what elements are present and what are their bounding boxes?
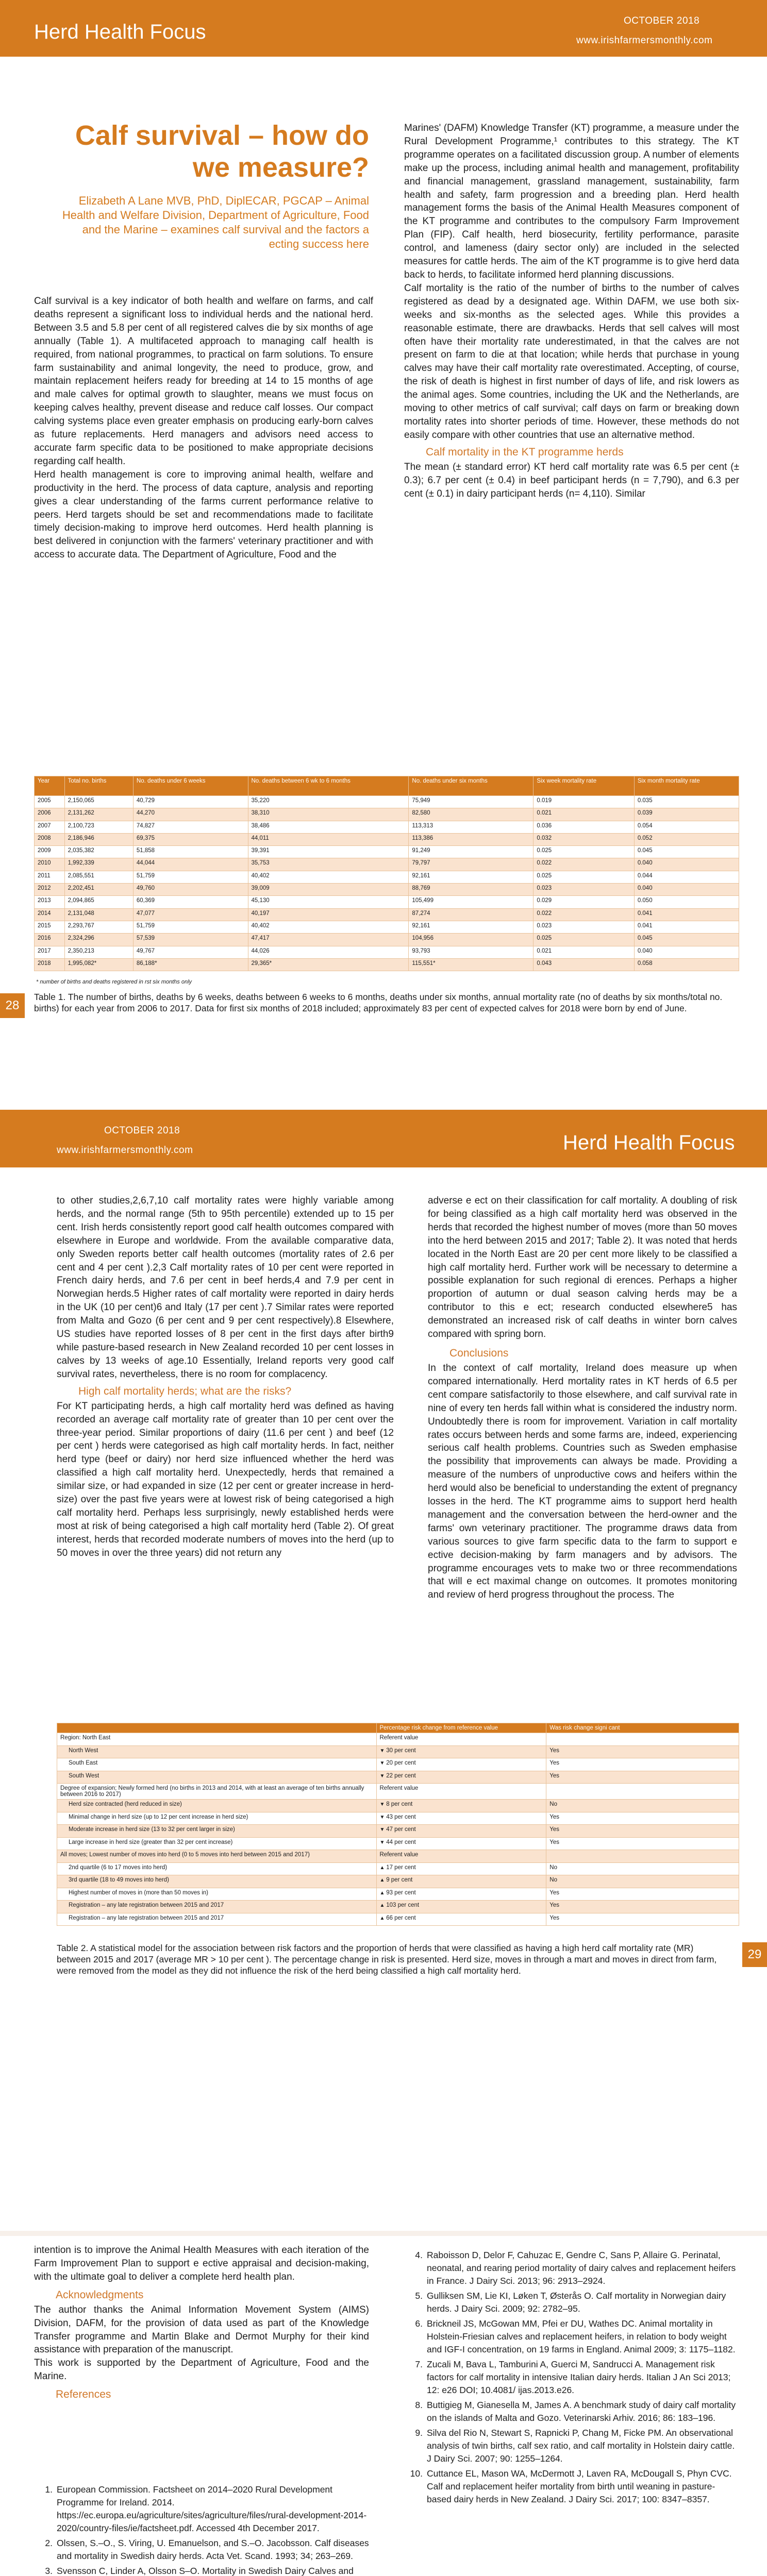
table-cell: 0.021 (533, 946, 634, 958)
table-cell: 69,375 (133, 833, 248, 845)
table-cell: 0.025 (533, 871, 634, 883)
table1 (34, 776, 739, 971)
table-cell: 0.036 (533, 821, 634, 833)
references-left (34, 2483, 369, 2576)
paragraph: This work is supported by the Department of Agriculture, Food and the Marine. (34, 2358, 369, 2382)
table-row (35, 946, 739, 958)
table-cell: 0.040 (634, 884, 739, 896)
table-row (35, 896, 739, 908)
page2-right-column (428, 1194, 737, 1602)
table-cell: 0.025 (533, 934, 634, 946)
table-row (57, 1758, 739, 1771)
table-cell: 88,769 (409, 884, 533, 896)
table-row (35, 958, 739, 971)
risk-change-value: 30 per cent (386, 1747, 416, 1754)
table-cell: 0.022 (533, 908, 634, 921)
risk-change-value: 47 per cent (386, 1826, 416, 1833)
table-cell: 49,760 (133, 884, 248, 896)
page1-date: OCTOBER 2018 (624, 15, 700, 26)
table-cell: 2017 (35, 946, 65, 958)
significance-cell (546, 1733, 739, 1746)
table-cell: 0.039 (634, 808, 739, 821)
table-row (57, 1812, 739, 1825)
table-row (57, 1913, 739, 1926)
risk-change-value: 44 per cent (386, 1839, 416, 1845)
table-cell: 0.045 (634, 934, 739, 946)
reference-text: European Commission. Factsheet on 2014–2020 Rural Development Programme for Ireland. 2014. https://ec.europa.eu/agriculture/sites/agriculture/files/rural-development-2014-2020/country-files/ie/factsheet.pdf. Accessed 4th December 2017. (57, 2484, 367, 2533)
risk-change-cell (376, 1862, 546, 1875)
table-cell: 113,386 (409, 833, 533, 845)
reference-item (404, 2249, 739, 2287)
page2-left-column (57, 1194, 394, 1560)
reference-item (404, 2317, 739, 2356)
risk-change-cell (376, 1913, 546, 1926)
significance-cell: Yes (546, 1745, 739, 1758)
table-cell: 2007 (35, 821, 65, 833)
table-cell: 2010 (35, 858, 65, 871)
table-cell: 0.043 (533, 958, 634, 971)
risk-factor-label: All moves; Lowest number of moves into herd (0 to 5 moves into herd between 2015 and 2017) (57, 1850, 377, 1863)
reference-item (34, 2537, 369, 2563)
table-cell: 0.045 (634, 846, 739, 858)
risk-factor-label: Region: North East (57, 1733, 377, 1746)
table-cell: 93,793 (409, 946, 533, 958)
page2-date: OCTOBER 2018 (104, 1125, 180, 1136)
table-cell: 2008 (35, 833, 65, 845)
page1-left-column (34, 295, 373, 562)
significance-cell: Yes (546, 1888, 739, 1901)
table-cell: 47,417 (248, 934, 409, 946)
table-cell: 38,310 (248, 808, 409, 821)
table-cell: 2,293,767 (64, 921, 133, 933)
paragraph: adverse e ect on their classification for calf mortality. A doubling of risk for being classified as a high calf mortality herd was observed in the herds that recorded the highest number of moves (more than 50 moves into the herd between 2015 and 2017; Table 2). It was noted that herds located in the North East are 20 per cent more likely to be classified a high calf mortality herd. Further work will be necessary to determine a possible explanation for such regional di erences. Perhaps a higher proportion of autumn or dual season calving herds may be a contributor to this e ect; research conducted elsewhere5 has demonstrated an increased risk of calf deaths in winter born calves compared with spring born. (428, 1195, 737, 1340)
table-cell: 2011 (35, 871, 65, 883)
paragraph: Calf survival is a key indicator of both health and welfare on farms, and calf deaths represent a significant loss to individual herds and the national herd. Between 3.5 and 5.8 per cent of all registered calves die by six months of age annually (Table 1). A multifaceted approach to managing calf health is required, from national programmes, to practical on farm solutions. To ensure farm sustainability and animal longevity, the need to produce, grow, and maintain replacement heifers ready for breeding at 14 to 15 months of age and male calves for optimal growth to slaughter, means we must focus on keeping calves healthy, prevent disease and reduce calf losses. Our compact calving systems place even greater emphasis on producing early-born calves as future replacements. Herd managers and advisors need access to accurate farm specific data to be positioned to make appropriate decisions regarding calf health. (34, 296, 373, 467)
table-cell: 60,369 (133, 896, 248, 908)
significance-cell: Yes (546, 1913, 739, 1926)
page1-url[interactable]: www.irishfarmersmonthly.com (576, 35, 713, 46)
table2-caption: Table 2. A statistical model for the association between risk factors and the proportion of herds that were classified as having a high herd calf mortality rate (MR) between 2015 and 2017 (average MR > 10 per cent ). The percentage change in risk is presented. Herd size, moves in through a mart and moves in direct from farm, were removed from the model as they did not influence the risk of the herd being classified a high calf mortality herd. (57, 1943, 717, 1976)
table2-column-header (57, 1723, 377, 1733)
table-cell: 2009 (35, 846, 65, 858)
risk-change-cell (376, 1800, 546, 1812)
table-row (35, 871, 739, 883)
risk-change-value: Referent value (379, 1785, 419, 1791)
page2-url[interactable]: www.irishfarmersmonthly.com (57, 1145, 193, 1156)
table-row (57, 1901, 739, 1913)
table-cell: 40,402 (248, 871, 409, 883)
table1-column-header: Six week mortality rate (533, 776, 634, 796)
risk-change-value: 9 per cent (386, 1877, 413, 1883)
triangle-up-icon: ▲ (379, 1877, 387, 1883)
table-cell: 0.052 (634, 833, 739, 845)
reference-item (404, 2399, 739, 2425)
table-cell: 0.021 (533, 808, 634, 821)
risk-change-value: 22 per cent (386, 1772, 416, 1779)
risk-change-cell (376, 1837, 546, 1850)
table-cell: 0.032 (533, 833, 634, 845)
risk-factor-label: Degree of expansion; Newly formed herd (no births in 2013 and 2014, with at least an average of ten births annually between 2016 to 2017) (57, 1784, 377, 1800)
risk-change-value: 103 per cent (386, 1902, 420, 1908)
table-row (57, 1862, 739, 1875)
table-cell: 79,797 (409, 858, 533, 871)
table-row (35, 796, 739, 808)
reference-item (34, 2565, 369, 2576)
table-cell: 0.019 (533, 796, 634, 808)
table-cell: 40,729 (133, 796, 248, 808)
significance-cell: Yes (546, 1837, 739, 1850)
table-row (57, 1733, 739, 1746)
table-cell: 75,949 (409, 796, 533, 808)
risk-change-value: 66 per cent (386, 1914, 416, 1921)
reference-number: 6. (415, 2318, 423, 2329)
page1-right-column (404, 122, 739, 500)
section-heading: Acknowledgments (56, 2289, 144, 2301)
table-cell: 0.023 (533, 921, 634, 933)
table-cell: 51,759 (133, 921, 248, 933)
table-cell: 115,551* (409, 958, 533, 971)
risk-factor-label: Registration – any late registration between 2015 and 2017 (57, 1913, 377, 1926)
table-cell: 0.054 (634, 821, 739, 833)
reference-text: Zucali M, Bava L, Tamburini A, Guerci M, Sandrucci A. Management risk factors for calf mortality in intensive Italian dairy herds. Italian J An Sci 2013; 12: e26 DOI; 10.4081/ ijas.2013.e26. (427, 2359, 731, 2395)
table-cell: 45,130 (248, 896, 409, 908)
table-cell: 2,150,065 (64, 796, 133, 808)
table-cell: 0.029 (533, 896, 634, 908)
table-cell: 2,094,865 (64, 896, 133, 908)
risk-change-value: Referent value (379, 1735, 419, 1741)
table-cell: 0.023 (533, 884, 634, 896)
table-row (57, 1850, 739, 1863)
reference-number: 8. (415, 2400, 423, 2410)
table-cell: 49,767 (133, 946, 248, 958)
table-row (35, 934, 739, 946)
reference-number: 10. (410, 2468, 423, 2479)
table-row (35, 858, 739, 871)
table1-column-header: No. deaths between 6 wk to 6 months (248, 776, 409, 796)
reference-item (34, 2483, 369, 2535)
table-cell: 0.040 (634, 858, 739, 871)
paragraph: intention is to improve the Animal Health Measures with each iteration of the Farm Improvement Plan to support e ective appraisal and decision-making, with the ultimate goal to deliver a complete herd health plan. (34, 2245, 369, 2282)
section-heading: Calf mortality in the KT programme herds (426, 446, 624, 458)
reference-text: Gulliksen SM, Lie KI, Løken T, Østerås O. Calf mortality in Norwegian dairy herds. J Dairy Sci. 2009; 92: 2782–95. (427, 2291, 726, 2314)
page1-header-title: Herd Health Focus (34, 21, 206, 43)
paragraph: The author thanks the Animal Information Movement System (AIMS) Division, DAFM, for the provision of data used as part of the Knowledge Transfer programme and Martin Blake and Dermot Murphy for their kind assistance with preparation of the manuscript. (34, 2304, 369, 2355)
significance-cell: Yes (546, 1825, 739, 1838)
table-cell: 0.041 (634, 921, 739, 933)
risk-change-cell (376, 1850, 546, 1863)
table-header-row (57, 1723, 739, 1733)
table-cell: 35,220 (248, 796, 409, 808)
table-cell: 2012 (35, 884, 65, 896)
risk-change-cell (376, 1771, 546, 1784)
table-cell: 0.040 (634, 946, 739, 958)
risk-change-value: 17 per cent (386, 1864, 416, 1871)
table-cell: 0.022 (533, 858, 634, 871)
paragraph: Calf mortality is the ratio of the number of births to the number of calves registered as dead by a designated age. Within DAFM, we use both six-weeks and six-months as the selected ages. While this provides a reasonable estimate, there are drawbacks. Herds that sell calves will most often have their mortality rate underestimated, in that the calves are not present on farm to die at that location; while herds that purchase in young calves may have their calf mortality rate overestimated. Accepting, of course, the risk of death is highest in first number of days of life, and risk lowers as the animal ages. Some countries, including the UK and the Netherlands, are moving to other metrics of calf survival; calf days on farm or breaking down mortality rates into shorter periods of time. However, these methods do not easily compare with other countries that use an alternative method. (404, 282, 739, 440)
significance-cell: Yes (546, 1771, 739, 1784)
significance-cell: Yes (546, 1812, 739, 1825)
triangle-down-icon: ▼ (379, 1839, 387, 1845)
triangle-down-icon: ▼ (379, 1827, 387, 1833)
significance-cell: No (546, 1875, 739, 1888)
triangle-down-icon: ▼ (379, 1802, 387, 1807)
reference-item (404, 2290, 739, 2315)
risk-factor-label: South East (57, 1758, 377, 1771)
risk-change-cell (376, 1784, 546, 1800)
table-cell: 82,580 (409, 808, 533, 821)
table-row (57, 1784, 739, 1800)
table-cell: 51,858 (133, 846, 248, 858)
risk-factor-label: Highest number of moves in (more than 50 moves in) (57, 1888, 377, 1901)
reference-number: 5. (415, 2291, 423, 2301)
table-cell: 2018 (35, 958, 65, 971)
paragraph: Herd health management is core to improving animal health, welfare and productivity in the herd. The process of data capture, analysis and reporting gives a clear understanding of the farms current performance relative to peers. Herd targets should be set and recommendations made to facilitate timely decision-making to improve herd outcomes. Herd health planning is best delivered in conjunction with the farmers' veterinary practitioner and with access to accurate data. The Department of Agriculture, Food and the (34, 469, 373, 561)
reference-number: 2. (45, 2538, 53, 2548)
table-cell: 2005 (35, 796, 65, 808)
table-cell: 2,131,262 (64, 808, 133, 821)
reference-number: 3. (45, 2566, 53, 2576)
page-number-29: 29 (742, 1942, 767, 1967)
table-header-row (35, 776, 739, 796)
table-row (57, 1837, 739, 1850)
table-cell: 2,131,048 (64, 908, 133, 921)
table-cell: 38,486 (248, 821, 409, 833)
risk-factor-label: Large increase in herd size (greater than 32 per cent increase) (57, 1837, 377, 1850)
risk-change-cell (376, 1888, 546, 1901)
table-cell: 0.035 (634, 796, 739, 808)
risk-factor-label: 3rd quartile (18 to 49 moves into herd) (57, 1875, 377, 1888)
reference-item (404, 2427, 739, 2465)
risk-change-value: 20 per cent (386, 1760, 416, 1766)
table1-caption: Table 1. The number of births, deaths by 6 weeks, deaths between 6 weeks to 6 months, deaths under six months, annual mortality rate (no of deaths by six months/total no. births) for each year from 2006 to 2017. Data for first six months of 2018 included; approximately 83 per cent of expected calves for 2018 were born by end of June. (34, 992, 723, 1013)
triangle-up-icon: ▲ (379, 1915, 387, 1921)
table-cell: 0.025 (533, 846, 634, 858)
table-cell: 39,009 (248, 884, 409, 896)
significance-cell (546, 1784, 739, 1800)
table2-column-header: Was risk change signi cant (546, 1723, 739, 1733)
article-title: Calf survival – how do we measure? (75, 120, 369, 183)
table1-footnote: * number of births and deaths registered in rst six months only (36, 979, 192, 985)
risk-change-value: 8 per cent (386, 1801, 413, 1807)
table-cell: 40,197 (248, 908, 409, 921)
table-row (35, 908, 739, 921)
table-cell: 92,161 (409, 871, 533, 883)
table-cell: 1,992,339 (64, 858, 133, 871)
section-heading: High calf mortality herds; what are the risks? (78, 1385, 292, 1397)
triangle-down-icon: ▼ (379, 1760, 387, 1766)
table-cell: 2,350,213 (64, 946, 133, 958)
table-cell: 29,365* (248, 958, 409, 971)
table-cell: 57,539 (133, 934, 248, 946)
table-row (35, 808, 739, 821)
table-row (57, 1888, 739, 1901)
page3-left-column (34, 2244, 369, 2403)
table-row (35, 833, 739, 845)
reference-text: Cuttance EL, Mason WA, McDermott J, Laven RA, McDougall S, Phyn CVC. Calf and replacement heifer mortality from birth until weaning in pasture-based dairy herds in New Zealand. J Dairy Sci. 2017; 100: 8347–8357. (427, 2468, 732, 2504)
paragraph: For KT participating herds, a high calf mortality herd was defined as having recorded an average calf mortality rate of greater than 10 per cent over the three-year period. Similar proportions of dairy (11.6 per cent ) and beef (12 per cent ) herds were categorised as high calf mortality herds. In fact, neither herd type (beef or dairy) nor herd size influenced whether the herd was classified a high calf mortality herd. Unexpectedly, herds that remained a similar size, or had expanded in size (12 per cent or greater increase in herd-size) over the past five years were at lowest risk of being categorised a high calf mortality herd. Perhaps less surprisingly, newly established herds were most at risk of being categorised a high calf mortality herd (Table 2). Of great interest, herds that recorded moderate numbers of moves into the herd (up to 50 moves in over the three years) did not return any (57, 1400, 394, 1558)
risk-change-cell (376, 1901, 546, 1913)
risk-change-cell (376, 1758, 546, 1771)
table-cell: 2,202,451 (64, 884, 133, 896)
table-cell: 105,499 (409, 896, 533, 908)
table-cell: 47,077 (133, 908, 248, 921)
table-row (57, 1825, 739, 1838)
page2-header-title: Herd Health Focus (563, 1131, 735, 1154)
table1-column-header: Six month mortality rate (634, 776, 739, 796)
table-cell: 2,100,723 (64, 821, 133, 833)
risk-factor-label: South West (57, 1771, 377, 1784)
paragraph: The mean (± standard error) KT herd calf mortality rate was 6.5 per cent (± 0.3); 6.7 per cent (± 0.4) in beef participant herds (n = 7,790), and 6.3 per cent (± 0.1) in dairy participant herds (n= 4,110). Similar (404, 461, 739, 499)
reference-number: 4. (415, 2250, 423, 2260)
page3-top-rule (0, 2231, 767, 2236)
significance-cell: Yes (546, 1901, 739, 1913)
risk-factor-label: Registration – any late registration between 2015 and 2017 (57, 1901, 377, 1913)
section-heading: Conclusions (449, 1347, 509, 1359)
table-cell: 2016 (35, 934, 65, 946)
triangle-down-icon: ▼ (379, 1748, 387, 1754)
table-cell: 0.050 (634, 896, 739, 908)
reference-number: 7. (415, 2359, 423, 2369)
table-cell: 44,011 (248, 833, 409, 845)
table-cell: 74,827 (133, 821, 248, 833)
references-right (404, 2249, 739, 2508)
table-cell: 35,753 (248, 858, 409, 871)
triangle-up-icon: ▲ (379, 1890, 387, 1896)
table-row (35, 921, 739, 933)
table-cell: 39,391 (248, 846, 409, 858)
table-cell: 0.041 (634, 908, 739, 921)
table-row (35, 821, 739, 833)
risk-change-cell (376, 1875, 546, 1888)
table-cell: 2,186,946 (64, 833, 133, 845)
triangle-up-icon: ▲ (379, 1903, 387, 1908)
table-cell: 51,759 (133, 871, 248, 883)
risk-factor-label: Herd size contracted (herd reduced in size) (57, 1800, 377, 1812)
significance-cell (546, 1850, 739, 1863)
reference-number: 1. (45, 2484, 53, 2495)
table-cell: 1,995,082* (64, 958, 133, 971)
table-row (57, 1745, 739, 1758)
risk-change-cell (376, 1745, 546, 1758)
risk-factor-label: North West (57, 1745, 377, 1758)
triangle-up-icon: ▲ (379, 1865, 387, 1871)
significance-cell: No (546, 1862, 739, 1875)
paragraph: Marines' (DAFM) Knowledge Transfer (KT) programme, a measure under the Rural Development Programme,¹ contributes to this strategy. The KT programme operates on a facilitated discussion group. A number of elements make up the process, including animal health and management, profitability and financial management, grassland management, sustainability, farm health and safety, farm progression and a breeding plan. Herd health management forms the basis of the Animal Health Measures component of the KT programme and contributes to the compulsory Farm Improvement Plan (FIP). Calf health, herd biosecurity, fertility performance, parasite control, and lameness (dairy sector only) are included in the selected measures for cattle herds. The aim of the KT programme is to give herd data back to herds, to facilitate informed herd planning discussions. (404, 123, 739, 280)
article-byline: Elizabeth A Lane MVB, PhD, DiplECAR, PGCAP – Animal Health and Welfare Division, Department of Agriculture, Food and the Marine – examines calf survival and the factors a ecting success here (62, 194, 369, 250)
table-cell: 86,188* (133, 958, 248, 971)
table2-column-header: Percentage risk change from reference value (376, 1723, 546, 1733)
reference-item (404, 2467, 739, 2506)
table-cell: 2,324,296 (64, 934, 133, 946)
table2 (57, 1723, 739, 1926)
risk-change-cell (376, 1812, 546, 1825)
table-cell: 2015 (35, 921, 65, 933)
table-cell: 0.058 (634, 958, 739, 971)
table1-column-header: No. deaths under 6 weeks (133, 776, 248, 796)
risk-change-value: Referent value (379, 1852, 419, 1858)
table-cell: 92,161 (409, 921, 533, 933)
triangle-down-icon: ▼ (379, 1814, 387, 1820)
reference-text: Buttigieg M, Gianesella M, James A. A benchmark study of dairy calf mortality on the islands of Malta and Gozo. Veterinarski Arhiv. 2016; 86: 183–196. (427, 2400, 736, 2423)
reference-text: Svensson C, Linder A, Olsson S–O. Mortality in Swedish Dairy Calves and (57, 2566, 354, 2576)
reference-text: Silva del Rio N, Stewart S, Rapnicki P, Chang M, Ficke PM. An observational analysis of twin births, calf sex ratio, and calf mortality in Holstein dairy cattle. J Dairy Sci. 2007; 90: 1255–1264. (427, 2428, 735, 2464)
table-row (35, 884, 739, 896)
table-cell: 91,249 (409, 846, 533, 858)
table-cell: 113,313 (409, 821, 533, 833)
table-cell: 0.044 (634, 871, 739, 883)
table-cell: 104,956 (409, 934, 533, 946)
risk-factor-label: Moderate increase in herd size (13 to 32 per cent larger in size) (57, 1825, 377, 1838)
table1-column-header: Year (35, 776, 65, 796)
reference-text: Olssen, S.–O., S. Viring, U. Emanuelson, and S.–O. Jacobsson. Calf diseases and mortality in Swedish dairy herds. Acta Vet. Scand. 1993; 34; 263–269. (57, 2538, 369, 2561)
risk-factor-label: Minimal change in herd size (up to 12 per cent increase in herd size) (57, 1812, 377, 1825)
table-cell: 44,270 (133, 808, 248, 821)
significance-cell: Yes (546, 1758, 739, 1771)
table-row (57, 1875, 739, 1888)
paragraph: to other studies,2,6,7,10 calf mortality rates were highly variable among herds, and the normal range (5th to 95th percentile) extended up to 15 per cent. Irish herds consistently report good calf health outcomes compared with elsewhere in Europe and worldwide. From the available comparative data, only Sweden reports better calf health outcomes (mortality rates of 2.6 per cent and 4 per cent ).2,3 Calf mortality rates of 10 per cent were reported in French dairy herds, and 7.6 per cent in beef herds,4 and 7.9 per cent in Norwegian herds.5 Higher rates of calf mortality were reported in dairy herds in the UK (10 per cent)6 and Italy (17 per cent ).7 Similar rates were reported from Malta and Gozo (6 per cent and 9 per cent respectively).8 Elsewhere, US studies have reported losses of 8 per cent in the first days after birth9 while pasture-based research in New Zealand recorded 10 per cent losses in calves by 13 weeks of age.10 Essentially, Ireland reports very good calf survival rates, nevertheless, there is no room for complacency. (57, 1195, 394, 1380)
table-cell: 40,402 (248, 921, 409, 933)
table-row (57, 1771, 739, 1784)
table1-column-header: Total no. births (64, 776, 133, 796)
paragraph: In the context of calf mortality, Ireland does measure up when compared internationally. Herd mortality rates in KT herds of 6.5 per cent compare satisfactorily to those elsewhere, and calf survival rate in nine of every ten herds fall within what is considered the industry norm. Undoubtedly there is room for improvement. Variation in calf mortality rates occurs between herds and some farms are, indeed, experiencing serious calf health problems. Countries such as Sweden emphasise the possibility that improvements can always be made. Providing a measure of the numbers of unproductive cows and heifers within the herd would also be beneficial to understanding the extent of pregnancy losses in the herd. The KT programme aims to support herd health management and the conversation between the herd-owner and the farms' own veterinary practitioner. The programme draws data from various sources to give farm specific data to the farm to support e ective decision-making by farm managers and by advisors. The programme encourages vets to make two or three recommendations that will e ect maximal change on outcomes. It promotes monitoring and review of herd progress throughout the process. The (428, 1362, 737, 1601)
table-cell: 2014 (35, 908, 65, 921)
page-number-28: 28 (0, 993, 25, 1018)
table-row (35, 846, 739, 858)
triangle-down-icon: ▼ (379, 1773, 387, 1779)
risk-factor-label: 2nd quartile (6 to 17 moves into herd) (57, 1862, 377, 1875)
reference-text: Brickneil JS, McGowan MM, Pfei er DU, Wathes DC. Animal mortality in Holstein-Friesian calves and replacement heifers, in relation to body weight and IGF-I concentration, on 19 farms in England. Animal 2009; 3: 1175–1182. (427, 2318, 736, 2354)
table-cell: 87,274 (409, 908, 533, 921)
table-cell: 44,026 (248, 946, 409, 958)
significance-cell: No (546, 1800, 739, 1812)
risk-change-cell (376, 1733, 546, 1746)
reference-text: Raboisson D, Delor F, Cahuzac E, Gendre C, Sans P, Allaire G. Perinatal, neonatal, and rearing period mortality of dairy calves and replacement heifers in France. J Dairy Sci. 2013; 96: 2913–2924. (427, 2250, 736, 2286)
reference-item (404, 2358, 739, 2397)
table-cell: 44,044 (133, 858, 248, 871)
risk-change-value: 43 per cent (386, 1814, 416, 1820)
table-cell: 2,035,382 (64, 846, 133, 858)
table-cell: 2013 (35, 896, 65, 908)
risk-change-cell (376, 1825, 546, 1838)
table-row (57, 1800, 739, 1812)
table1-column-header: No. deaths under six months (409, 776, 533, 796)
risk-change-value: 93 per cent (386, 1889, 416, 1896)
table-cell: 2006 (35, 808, 65, 821)
reference-number: 9. (415, 2428, 423, 2438)
section-heading: References (56, 2388, 111, 2401)
table-cell: 2,085,551 (64, 871, 133, 883)
